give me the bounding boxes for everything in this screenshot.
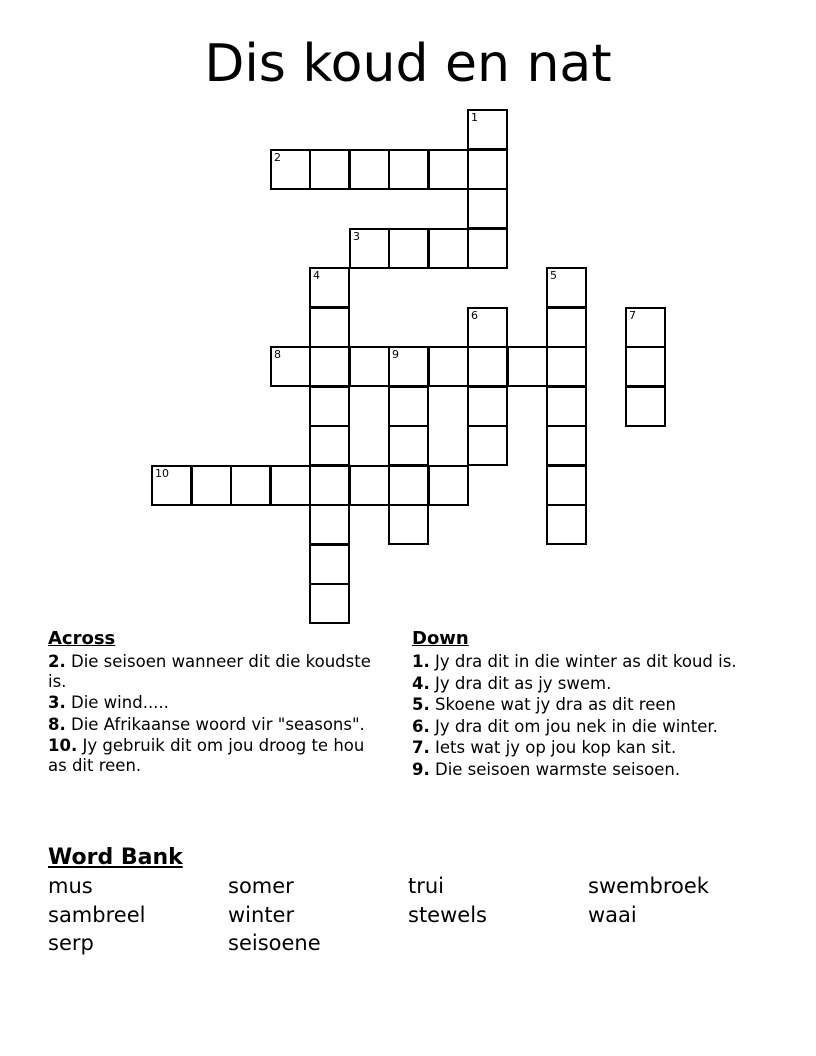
word-bank-item: mus [48,874,93,898]
down-heading: Down [412,628,469,649]
grid-cell[interactable] [309,504,350,545]
word-bank-item: waai [588,902,637,927]
grid-cell[interactable] [625,346,666,387]
grid-cell[interactable] [546,504,587,545]
word-bank-item: seisoene [228,931,321,955]
grid-cell[interactable] [467,346,508,387]
grid-cell[interactable] [467,307,508,348]
grid-cell[interactable] [625,307,666,348]
grid-cell[interactable] [309,544,350,585]
puzzle-title: Dis koud en nat [204,34,612,94]
grid-cell[interactable] [467,386,508,427]
clue-across-3: 3. Die wind..... [48,693,169,712]
grid-cell[interactable] [546,346,587,387]
grid-cell[interactable] [546,465,587,506]
grid-cell[interactable] [349,149,390,190]
grid-cell[interactable] [428,228,469,269]
clue-across-10: 10. Jy gebruik dit om jou droog te hou as dit reen. [48,736,365,775]
grid-cell[interactable] [507,346,548,387]
grid-cell[interactable] [388,504,429,545]
clue-down-4: 4. Jy dra dit as jy swem. [412,673,612,693]
word-bank-item: swembroek [588,874,709,898]
word-bank-item: somer [228,874,294,898]
clue-number: 7 [629,309,636,322]
grid-cell[interactable] [388,346,429,387]
grid-cell[interactable] [230,465,271,506]
grid-cell[interactable] [151,465,192,506]
down-clues [412,628,742,781]
clue-number: 6 [471,309,478,322]
clue-number: 9 [392,348,399,361]
grid-cell[interactable] [388,386,429,427]
grid-cell[interactable] [428,465,469,506]
clue-down-9: 9. Die seisoen warmste seisoen. [412,759,681,779]
clue-number: 8 [274,348,281,361]
grid-cell[interactable] [388,149,429,190]
across-clues [48,628,378,777]
grid-cell[interactable] [467,425,508,466]
clue-down-7: 7. Iets wat jy op jou kop kan sit. [412,738,677,757]
word-bank-title: Word Bank [48,845,183,870]
grid-cell[interactable] [388,228,429,269]
clue-number: 5 [550,269,557,282]
grid-cell[interactable] [309,149,350,190]
clue-number: 2 [274,151,281,164]
grid-cell[interactable] [191,465,232,506]
word-bank-item: serp [48,931,94,955]
word-bank-item: sambreel [48,902,146,927]
word-bank-item: winter [228,902,295,927]
grid-cell[interactable] [428,149,469,190]
grid-cell[interactable] [309,465,350,506]
grid-cell[interactable] [309,386,350,427]
grid-cell[interactable] [270,346,311,387]
grid-cell[interactable] [388,465,429,506]
clue-number: 1 [471,111,478,124]
grid-cell[interactable] [270,465,311,506]
grid-cell[interactable] [309,583,350,624]
grid-cell[interactable] [546,307,587,348]
clue-across-2: 2. Die seisoen wanneer dit die koudste is. [48,652,371,691]
across-heading: Across [48,628,116,649]
grid-cell[interactable] [309,307,350,348]
grid-cell[interactable] [388,425,429,466]
grid-cell[interactable] [309,267,350,308]
grid-cell[interactable] [546,267,587,308]
clue-number: 3 [353,230,360,243]
grid-cell[interactable] [349,228,390,269]
clue-down-5: 5. Skoene wat jy dra as dit reen [412,695,676,714]
grid-cell[interactable] [625,386,666,427]
clue-number: 4 [313,269,320,282]
grid-cell[interactable] [546,386,587,427]
grid-cell[interactable] [309,425,350,466]
grid-cell[interactable] [349,465,390,506]
grid-cell[interactable] [309,346,350,387]
grid-cell[interactable] [546,425,587,466]
word-bank [48,872,768,958]
clue-down-6: 6. Jy dra dit om jou nek in die winter. [412,716,718,736]
grid-cell[interactable] [467,149,508,190]
grid-cell[interactable] [428,346,469,387]
grid-cell[interactable] [467,228,508,269]
clue-across-8: 8. Die Afrikaanse woord vir "seasons". [48,714,365,734]
grid-cell[interactable] [270,149,311,190]
grid-cell[interactable] [467,188,508,229]
word-bank-item: trui [408,874,445,898]
grid-cell[interactable] [467,109,508,150]
clue-number: 10 [155,467,169,480]
grid-cell[interactable] [349,346,390,387]
clue-down-1: 1. Jy dra dit in die winter as dit koud is. [412,652,737,671]
word-bank-item: stewels [408,902,487,927]
